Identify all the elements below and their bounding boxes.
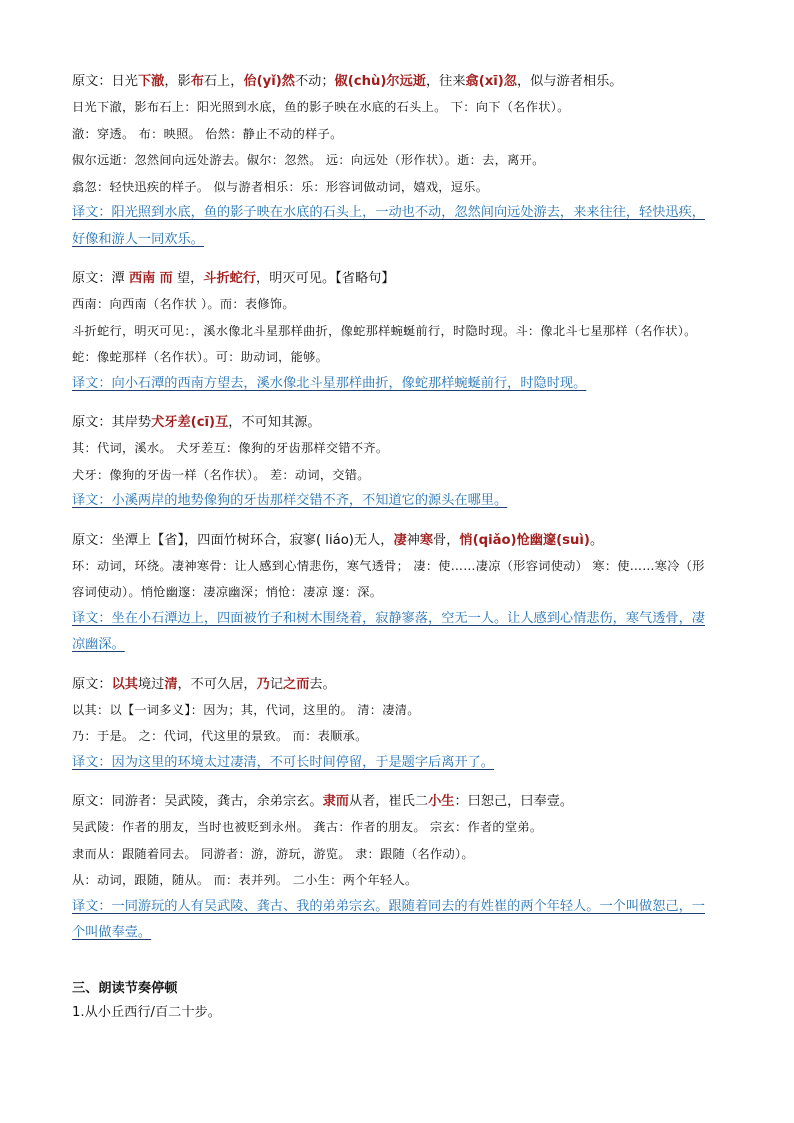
passage-block-5 xyxy=(72,673,706,777)
annotation-line: 西南：向西南（名作状 ）。而：表修饰。 xyxy=(72,297,295,311)
translation-text: 译文：向小石潭的西南方望去，溪水像北斗星那样曲折，像蛇那样蜿蜒前行，时隐时现。 xyxy=(72,375,587,391)
annotation-line: 斗折蛇行，明灭可见：，溪水像北斗星那样曲折，像蛇那样蜿蜒前行，时隐时现。斗：像北斗七星那样（名作状）。蛇：像蛇那样（名作状）。可：助动词，能够。 xyxy=(72,323,697,364)
translation-text: 译文：一同游玩的人有吴武陵、龚古、我的弟弟宗玄。跟随着同去的有姓崔的两个年轻人。一个叫做恕己，一个叫做奉壹。 xyxy=(72,898,705,940)
translation-text: 译文：阳光照到水底，鱼的影子映在水底的石头上，一动也不动，忽然间向远处游去，来来往往，轻快迅疾，好像和游人一同欢乐。 xyxy=(72,205,705,247)
document-page xyxy=(72,70,706,1025)
original-text: 原文：潭 西南 而 望，斗折蛇行，明灭可见。【省略句】 xyxy=(72,271,395,286)
annotation-line: 俶尔远逝：忽然间向远处游去。俶尔：忽然。 远：向远处（形作状）。逝：去，离开。 xyxy=(72,153,545,167)
annotation-line: 吴武陵：作者的朋友，当时也被贬到永州。 龚古：作者的朋友。 宗玄：作者的堂弟。 xyxy=(72,820,543,834)
annotation-line: 澈：穿透。 布：映照。 佁然：静止不动的样子。 xyxy=(72,126,343,141)
original-text: 原文：同游者：吴武陵，龚古，余弟宗玄。隶而从者，崔氏二小生：曰恕己，曰奉壹。 xyxy=(72,794,574,809)
annotation-line: 翕忽：轻快迅疾的样子。 似与游者相乐：乐：形容词做动词，嬉戏，逗乐。 xyxy=(72,179,489,194)
section-heading: 三、朗读节奏停顿 xyxy=(72,980,178,996)
annotation-line: 从：动词，跟随，随从。 而：表并列。 二小生：两个年轻人。 xyxy=(72,873,418,887)
annotation-line: 乃：于是。 之：代词，代这里的景致。 而：表顺承。 xyxy=(72,729,368,743)
original-text: 原文：其岸势犬牙差(cī)互，不可知其源。 xyxy=(72,415,321,430)
translation-text: 译文：因为这里的环境太过凄清，不可长时间停留，于是题字后离开了。 xyxy=(72,754,494,770)
annotation-line: 其：代词，溪水。 犬牙差互：像狗的牙齿那样交错不齐。 xyxy=(72,441,389,455)
original-text: 原文：以其境过清，不可久居，乃记之而去。 xyxy=(72,676,336,692)
annotation-line: 犬牙：像狗的牙齿一样（名作状）。 差：动词，交错。 xyxy=(72,467,370,482)
passage-block-4 xyxy=(72,529,706,659)
passage-block-6 xyxy=(72,790,706,947)
passage-block-2 xyxy=(72,267,706,397)
translation-text: 译文：坐在小石潭边上，四面被竹子和树木围绕着，寂静寥落，空无一人。让人感到心情悲伤，寒气透骨，凄凉幽深。 xyxy=(72,610,705,652)
annotation-line: 环：动词，环绕。凄神寒骨：让人感到心情悲伤，寒气透骨； 凄：使……凄凉（形容词使动） 寒：使……寒冷（形容词使动）。悄怆幽邃：凄凉幽深；悄怆：凄凉 邃：深。 xyxy=(72,558,705,599)
translation-text: 译文：小溪两岸的地势像狗的牙齿那样交错不齐，不知道它的源头在哪里。 xyxy=(72,493,508,508)
annotation-line: 日光下澈，影布石上：阳光照到水底，鱼的影子映在水底的石头上。 下：向下（名作状）。 xyxy=(72,100,570,114)
list-item: 1.从小丘西行/百二十步。 xyxy=(72,1004,221,1020)
original-text: 原文：日光下澈，影布石上，佁(yǐ)然不动；俶(chù)尔远逝，往来翕(xī)忽，似与游者相乐。 xyxy=(72,74,623,89)
passage-block-3 xyxy=(72,411,706,515)
annotation-line: 隶而从：跟随着同去。 同游者：游，游玩，游览。 隶：跟随（名作动）。 xyxy=(72,846,474,861)
passage-block-1 xyxy=(72,70,706,253)
original-text: 原文：坐潭上【省】，四面竹树环合，寂寥( liáo)无人，凄神寒骨，悄(qiǎo)怆幽邃(suì)。 xyxy=(72,532,604,548)
annotation-line: 以其：以【一词多义】：因为；其，代词，这里的。 清：凄清。 xyxy=(72,702,420,717)
